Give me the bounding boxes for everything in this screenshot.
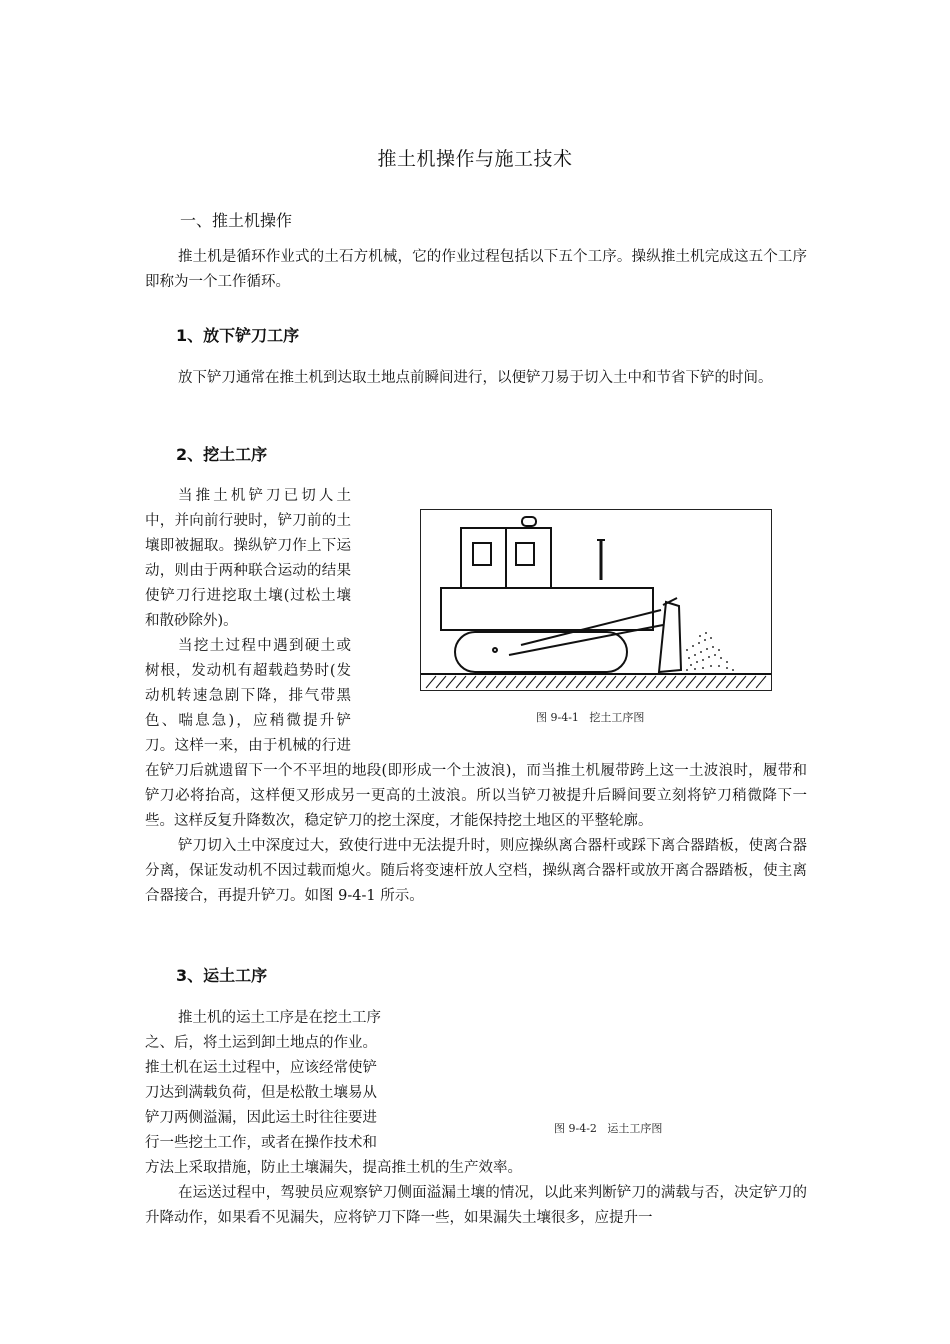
- step2-paragraph-2: 当挖土过程中遇到硬土或树根，发动机有超载趋势时(发动机转速急剧下降，排气带黑色、喘息急)，应稍微提升铲刀。这样一来，由于机械的行进在铲刀后就遗留下一个不平坦的地段(即形成一个土波浪)，而当推土机履带跨上这一土波浪时，履带和铲刀必将抬高，这样便又形成另一更高的土波浪。所以当铲刀被提升后瞬间要立刻将铲刀稍微降下一些。这样反复升降数次，稳定铲刀的挖土深度，才能保持挖土地区的平整轮廓。: [145, 638, 807, 829]
- step3-line-2: 之、后，将土运到卸土地点的作业。: [145, 1035, 377, 1051]
- beacon-light: [522, 517, 536, 526]
- step3-heading: 3、运土工序: [176, 966, 268, 985]
- step1-heading: 1、放下铲刀工序: [176, 326, 300, 345]
- step3-paragraph-2: 在运送过程中，驾驶员应观察铲刀侧面溢漏土壤的情况，以此来判断铲刀的满载与否，决定铲刀的升降动作，如果看不见漏失，应将铲刀下降一些，如果漏失土壤很多，应提升一: [145, 1185, 807, 1226]
- soil-pile: [686, 632, 734, 671]
- figure-caption-digging: 图 9-4-1 挖土工序图: [536, 711, 645, 724]
- step2-heading: 2、挖土工序: [176, 445, 268, 464]
- bulldozer-digging-figure: [420, 509, 772, 691]
- step3-line-5: 铲刀两侧溢漏，因此运土时往往要进: [145, 1110, 377, 1126]
- section-heading-operation: 一、推土机操作: [180, 211, 293, 230]
- ground-hatching: [426, 676, 766, 688]
- step3-line-6: 行一些挖土工作，或者在操作技术和: [145, 1135, 377, 1151]
- page-title: 推土机操作与施工技术: [377, 148, 573, 170]
- step3-line-7: 方法上采取措施，防止土壤漏失，提高推土机的生产效率。: [145, 1160, 522, 1176]
- cab-window-left: [473, 543, 491, 565]
- step2-paragraph-3: 铲刀切入土中深度过大，致使行进中无法提升时，则应操纵离合器杆或踩下离合器踏板，使离合器分离，保证发动机不因过载而熄火。随后将变速杆放人空档，操纵离合器杆或放开离合器踏板，使主离合器接合，再提升铲刀。如图 9-4-1 所示。: [145, 838, 807, 904]
- figure-caption-transport: 图 9-4-2 运土工序图: [554, 1122, 663, 1135]
- blade-outline: [659, 602, 681, 672]
- engine-body: [441, 588, 653, 630]
- step3-text-block: [145, 1006, 807, 1231]
- intro-paragraph: 推土机是循环作业式的土石方机械，它的作业过程包括以下五个工序。操纵推土机完成这五个工序即称为一个工作循环。: [145, 249, 807, 290]
- step3-line-3: 推土机在运土过程中，应该经常使铲: [145, 1060, 377, 1076]
- bulldozer-illustration: [421, 510, 771, 690]
- step2-paragraph-1: 当推土机铲刀已切人土中，并向前行驶时，铲刀前的土壤即被掘取。操纵铲刀作上下运动，则由于两种联合运动的结果使铲刀行进挖取土壤(过松土壤和散砂除外)。: [145, 488, 351, 629]
- step1-paragraph: 放下铲刀通常在推土机到达取土地点前瞬间进行，以便铲刀易于切入土中和节省下铲的时间。: [178, 370, 773, 386]
- step3-line-4: 刀达到满载负荷，但是松散土壤易从: [145, 1085, 377, 1101]
- cab-window-right: [516, 543, 534, 565]
- step3-line-1: 推土机的运土工序是在挖土工序: [178, 1010, 381, 1026]
